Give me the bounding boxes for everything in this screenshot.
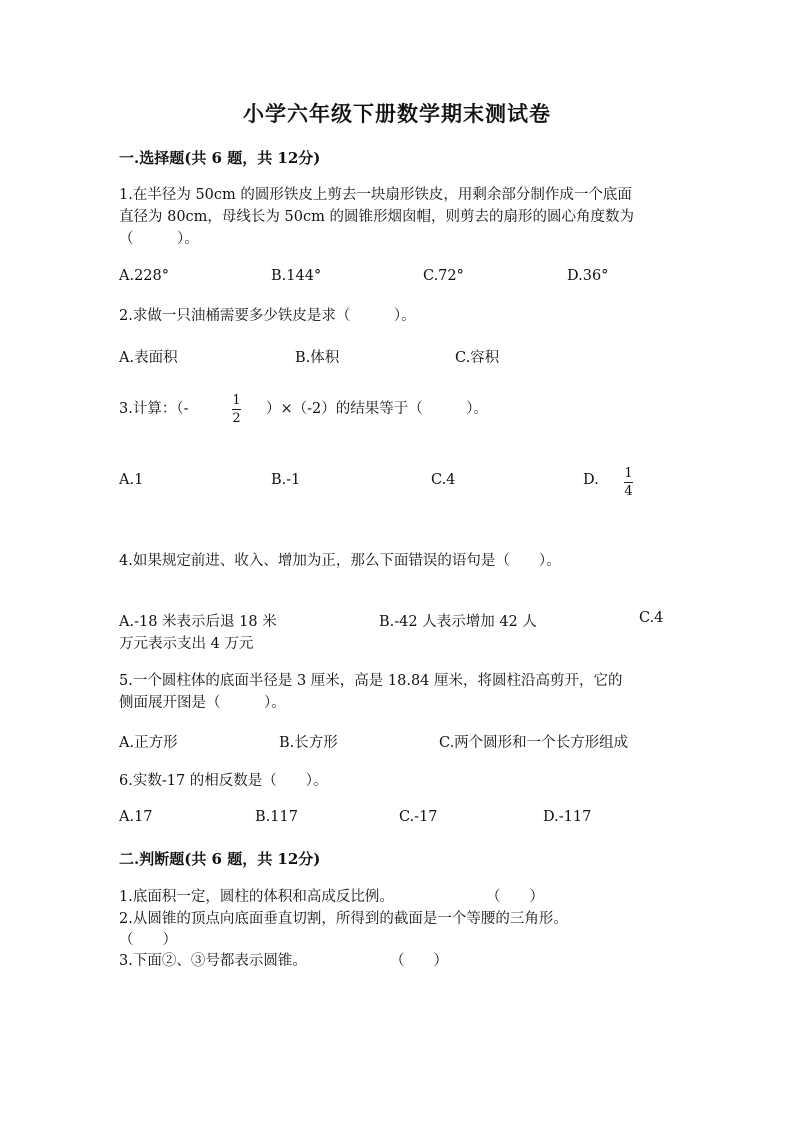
judgment-2: 2.从圆锥的顶点向底面垂直切割，所得到的截面是一个等腰的三角形。 [119,911,568,927]
q4-option-b[interactable]: B.-42 人表示增加 42 人 [379,614,537,630]
q3-option-a[interactable]: A.1 [119,472,144,488]
q3-option-d-fraction [624,466,633,499]
q5-option-b[interactable]: B.长方形 [279,735,338,751]
q5-option-c[interactable]: C.两个圆形和一个长方形组成 [439,735,629,751]
fraction-bar [624,482,633,483]
q5-option-a[interactable]: A.正方形 [119,735,178,751]
q3-option-d[interactable]: D. [583,472,599,488]
q1-option-b[interactable]: B.144° [271,268,322,284]
q3-option-d-numerator: 1 [624,466,633,481]
judgment-3-blank[interactable]: （ ） [390,953,448,969]
q1-option-c[interactable]: C.72° [423,268,464,284]
q3-option-d-denominator: 4 [624,484,633,499]
fraction-bar [232,409,241,410]
q6-option-d[interactable]: D.-117 [543,809,592,825]
q4-option-c[interactable]: C.4 [639,610,664,626]
q3-fraction [232,393,241,426]
question-3-suffix: ）×（-2）的结果等于（ ）。 [266,401,489,417]
section-heading-choice: 一.选择题(共 6 题，共 12分) [119,149,321,167]
question-3-prefix: 3.计算：（- [119,401,189,417]
q3-fraction-denominator: 2 [232,411,241,426]
judgment-1-blank[interactable]: （ ） [486,889,544,905]
q3-option-c[interactable]: C.4 [431,472,456,488]
question-6: 6.实数-17 的相反数是（ ）。 [119,773,328,789]
q6-option-b[interactable]: B.117 [255,809,298,825]
q4-option-a[interactable]: A.-18 米表示后退 18 米 [119,614,277,630]
q3-option-b[interactable]: B.-1 [271,472,301,488]
section-heading-judgment: 二.判断题(共 6 题，共 12分) [119,850,321,868]
q1-option-a[interactable]: A.228° [119,268,170,284]
question-5-line-2: 侧面展开图是（ ）。 [119,695,286,711]
q2-option-b[interactable]: B.体积 [295,350,340,366]
question-4: 4.如果规定前进、收入、增加为正，那么下面错误的语句是（ ）。 [119,553,561,569]
q3-fraction-numerator: 1 [232,393,241,408]
q6-option-c[interactable]: C.-17 [399,809,438,825]
q2-option-c[interactable]: C.容积 [455,350,500,366]
question-1-line-1: 1.在半径为 50cm 的圆形铁皮上剪去一块扇形铁皮，用剩余部分制作成一个底面 [119,187,632,203]
q2-option-a[interactable]: A.表面积 [119,350,178,366]
question-2: 2.求做一只油桶需要多少铁皮是求（ ）。 [119,308,416,324]
question-1-line-3: （ ）。 [119,231,199,247]
question-1-line-2: 直径为 80cm，母线长为 50cm 的圆锥形烟囱帽，则剪去的扇形的圆心角度数为 [119,209,634,225]
q1-option-d[interactable]: D.36° [567,268,609,284]
q4-option-c-continued: 万元表示支出 4 万元 [119,636,254,652]
page-title: 小学六年级下册数学期末测试卷 [243,101,551,126]
judgment-1: 1.底面积一定，圆柱的体积和高成反比例。 [119,889,394,905]
q6-option-a[interactable]: A.17 [119,809,153,825]
question-5-line-1: 5.一个圆柱体的底面半径是 3 厘米，高是 18.84 厘米，将圆柱沿高剪开，它的 [119,673,623,689]
judgment-3: 3.下面②、③号都表示圆锥。 [119,953,307,969]
judgment-2-blank[interactable]: （ ） [119,932,177,948]
